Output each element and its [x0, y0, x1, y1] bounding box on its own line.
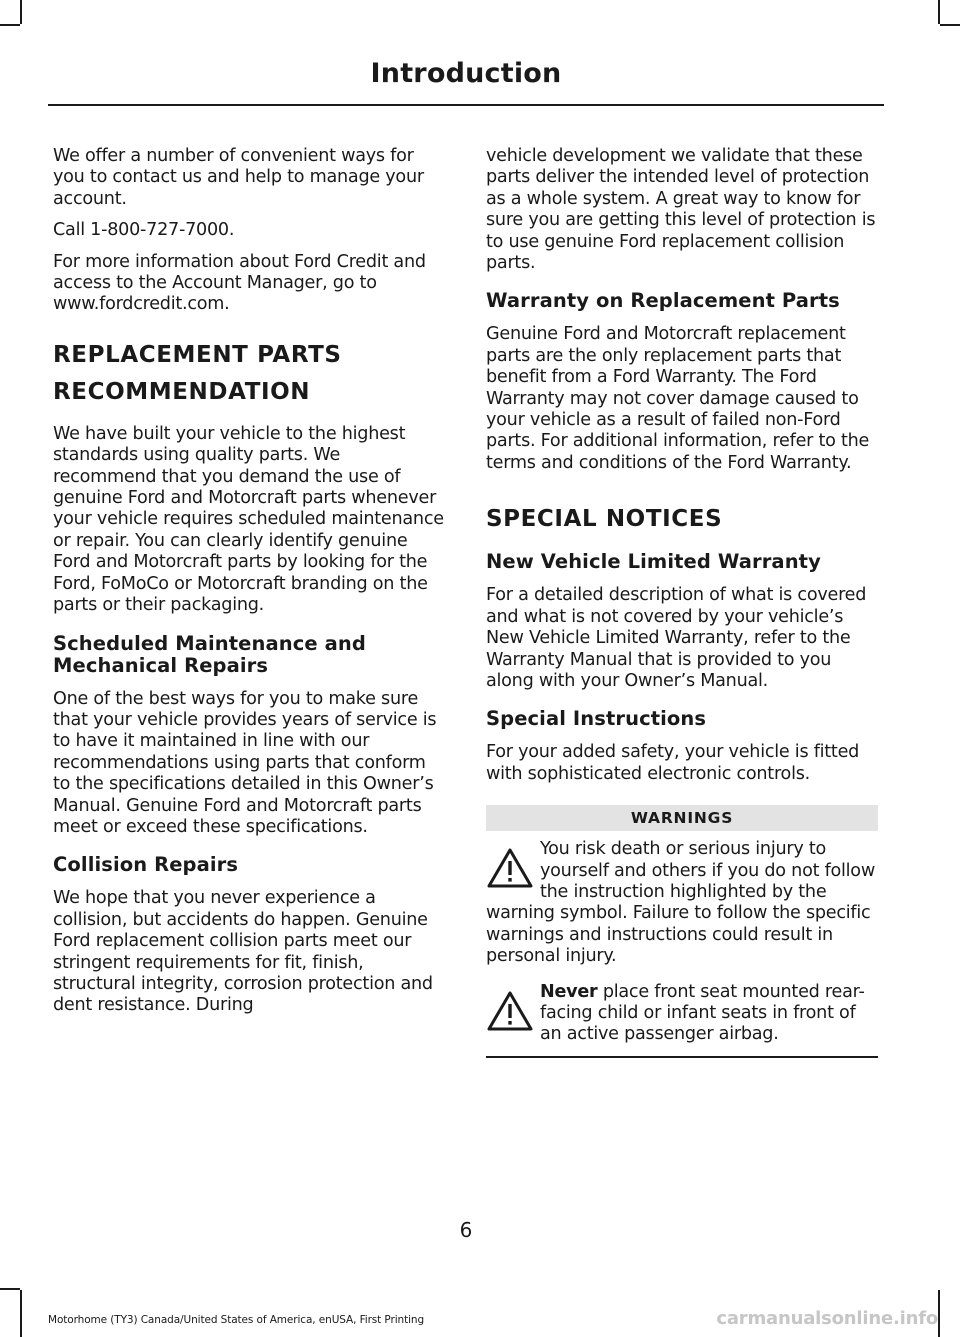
right-column	[486, 146, 880, 1058]
collision-repairs-heading: Collision Repairs	[53, 853, 239, 877]
footer-edition: Motorhome (TY3) Canada/United States of America, enUSA, First Printing	[48, 1314, 425, 1326]
replacement-parts-body: We have built your vehicle to the highest standards using quality parts. We recommend that you demand the use of genuine Ford and Motorcraft parts whenever your vehicle requires scheduled maintenance or repair. You can clearly identify genuine Ford and Motorcraft parts by looking for the Ford, FoMoCo or Motorcraft branding on the parts or their packaging.	[53, 423, 444, 616]
crop-mark	[0, 1288, 20, 1290]
warranty-parts-body: Genuine Ford and Motorcraft replacement parts are the only replacement parts that benefit from a Ford Warranty. The Ford Warranty may not cover damage caused to your vehicle as a result of failed non-Ford parts. For additional information, refer to the terms and conditions of the Ford Warranty.	[486, 324, 870, 473]
replacement-heading-line2: RECOMMENDATION	[53, 378, 311, 405]
warning-text: place front seat mounted rear-facing child or infant seats in front of an active passenger airbag.	[540, 981, 865, 1045]
collision-repairs-continued: vehicle development we validate that these parts deliver the intended level of protection as a whole system. A great way to know for sure you are getting this level of protection is to use genuine Ford replacement collision parts.	[486, 146, 876, 274]
replacement-parts-heading	[53, 340, 447, 408]
special-instructions-heading: Special Instructions	[486, 707, 707, 731]
watermark: carmanualsonline.info	[716, 1308, 938, 1329]
collision-repairs-body: We hope that you never experience a collision, but accidents do happen. Genuine Ford replacement collision parts meet our stringent requirements for fit, finish, structural integrity, corrosion protection and dent resistance. During	[53, 888, 433, 1016]
warning-item	[486, 839, 878, 967]
warranty-parts-heading: Warranty on Replacement Parts	[486, 289, 840, 313]
new-vehicle-warranty-body: For a detailed description of what is covered and what is not covered by your vehicle’s New Vehicle Limited Warranty, refer to the Warranty Manual that is provided to you along with your Owner’s Manual.	[486, 585, 867, 691]
header-divider	[48, 104, 884, 106]
special-instructions-body: For your added safety, your vehicle is fitted with sophisticated electronic controls.	[486, 742, 860, 784]
warnings-header: WARNINGS	[486, 805, 878, 831]
scheduled-maintenance-heading: Scheduled Maintenance and Mechanical Repairs	[53, 631, 366, 677]
warnings-box	[486, 805, 878, 1058]
intro-phone: Call 1-800-727-7000.	[53, 220, 235, 241]
intro-website: For more information about Ford Credit and access to the Account Manager, go to www.fordcredit.com.	[53, 251, 426, 315]
crop-mark	[20, 0, 22, 24]
warning-text: You risk death or serious injury to yourself and others if you do not follow the instruction highlighted by the warning symbol. Failure to follow the specific warnings and instructions could result in personal injury.	[486, 839, 875, 967]
page-number: 6	[459, 1218, 473, 1242]
warnings-end-rule	[486, 1056, 878, 1058]
special-notices-heading: SPECIAL NOTICES	[486, 506, 723, 533]
crop-mark	[940, 24, 960, 26]
warning-triangle-icon	[486, 990, 534, 1032]
crop-mark	[20, 1290, 22, 1337]
crop-mark	[938, 0, 940, 24]
warning-item	[486, 982, 878, 1046]
warning-lead: Never	[540, 981, 598, 1002]
page-title: Introduction	[370, 58, 562, 89]
crop-mark	[938, 1290, 940, 1337]
scheduled-maintenance-body: One of the best ways for you to make sure that your vehicle provides years of service is to have it maintained in line with our recommendations using parts that conform to the specifications detailed in this Owner’s Manual. Genuine Ford and Motorcraft parts meet or exceed these specifications.	[53, 688, 437, 837]
left-column	[53, 146, 447, 1027]
replacement-heading-line1: REPLACEMENT PARTS	[53, 341, 342, 368]
crop-mark	[0, 24, 20, 26]
warning-triangle-icon	[486, 847, 534, 889]
new-vehicle-warranty-heading: New Vehicle Limited Warranty	[486, 550, 821, 574]
intro-paragraph: We offer a number of convenient ways for you to contact us and help to manage your account.	[53, 146, 424, 209]
